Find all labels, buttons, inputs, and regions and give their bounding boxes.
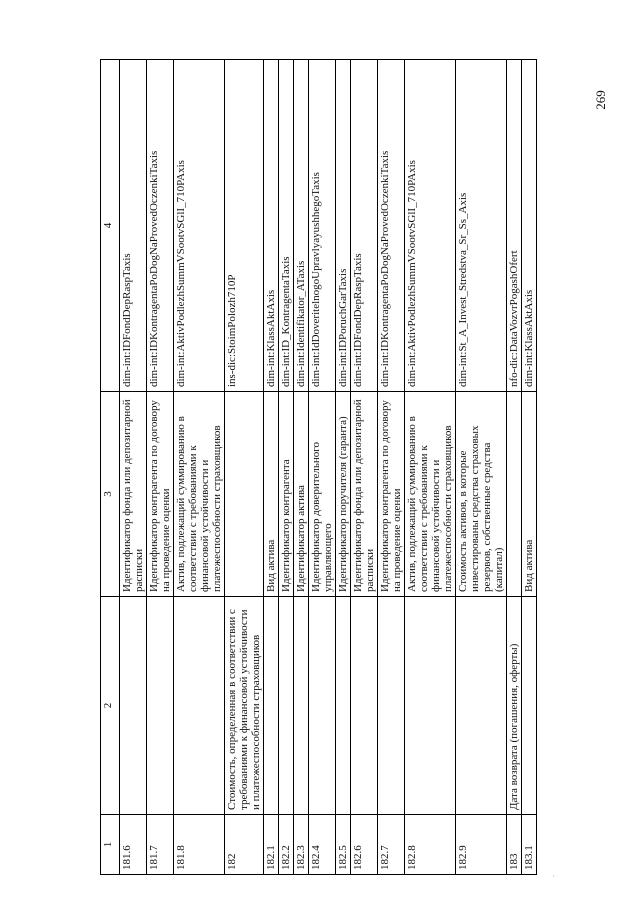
table-cell-col2 bbox=[309, 597, 336, 815]
table-cell-col3: Идентификатор доверительного управляющего bbox=[309, 392, 336, 597]
table-cell-col4: nfo-dic:DataVozvrPogashOfert bbox=[507, 60, 522, 392]
table-body bbox=[120, 60, 537, 875]
table-cell-col1: 182.9 bbox=[456, 815, 507, 875]
table-cell-col1: 182.1 bbox=[264, 815, 279, 875]
table-cell-col1: 183.1 bbox=[522, 815, 537, 875]
page-number-text: 269 bbox=[593, 90, 608, 110]
table-row bbox=[147, 60, 174, 875]
column-header-3: 3 bbox=[101, 392, 120, 597]
table-cell-col3: Идентификатор актива bbox=[294, 392, 309, 597]
table-cell-col4: dim-int:IDFondDepRaspTaxis bbox=[120, 60, 147, 392]
table-cell-col3: Идентификатор фонда или депозитарной расписки bbox=[120, 392, 147, 597]
table-cell-col3: Актив, подлежащий суммированию в соответствии с требованиями к финансовой устойчивости и платежеспособности страховщиков bbox=[174, 392, 225, 597]
table-row bbox=[351, 60, 378, 875]
table-cell-col2 bbox=[405, 597, 456, 815]
rotated-table-frame bbox=[100, 60, 575, 875]
table-cell-col3 bbox=[507, 392, 522, 597]
table-header-row bbox=[101, 60, 120, 875]
table-cell-col1: 182.4 bbox=[309, 815, 336, 875]
table-cell-col4: dim-int:St_A_Invest_Stredstva_Sr_Ss_Axis bbox=[456, 60, 507, 392]
table-cell-col2 bbox=[294, 597, 309, 815]
table-cell-col3: Идентификатор контрагента bbox=[279, 392, 294, 597]
column-header-4: 4 bbox=[101, 60, 120, 392]
table-cell-col2 bbox=[351, 597, 378, 815]
column-header-2: 2 bbox=[101, 597, 120, 815]
table-cell-col3: Идентификатор контрагента по договору на проведение оценки bbox=[147, 392, 174, 597]
table-cell-col4: dim-int:KlassAktAxis bbox=[522, 60, 537, 392]
table-row bbox=[378, 60, 405, 875]
table-cell-col4: dim-int:IDKontragentaPoDogNaProvedOczenkiTaxis bbox=[147, 60, 174, 392]
table-cell-col2: Стоимость, определенная в соответствии с требованиями к финансовой устойчивости и платежеспособности страховщиков bbox=[225, 597, 264, 815]
table-cell-col1: 183 bbox=[507, 815, 522, 875]
table-row bbox=[279, 60, 294, 875]
table-cell-col1: 182.8 bbox=[405, 815, 456, 875]
table-cell-col2 bbox=[522, 597, 537, 815]
page-number bbox=[589, 80, 613, 120]
table-row bbox=[309, 60, 336, 875]
table-cell-col3: Вид актива bbox=[522, 392, 537, 597]
table-row bbox=[294, 60, 309, 875]
table-row bbox=[336, 60, 351, 875]
table-cell-col2 bbox=[147, 597, 174, 815]
table-container bbox=[100, 60, 575, 875]
table-row bbox=[522, 60, 537, 875]
table-cell-col2 bbox=[456, 597, 507, 815]
table-cell-col4: ins-dic:StoimPolozh710P bbox=[225, 60, 264, 392]
table-cell-col1: 182.2 bbox=[279, 815, 294, 875]
table-cell-col4: dim-int:IdDoveritelnogoUpravlyayushhegoTaxis bbox=[309, 60, 336, 392]
table-row bbox=[405, 60, 456, 875]
table-cell-col2 bbox=[336, 597, 351, 815]
margin-mark: · bbox=[552, 872, 555, 881]
table-cell-col3: Вид актива bbox=[264, 392, 279, 597]
table-cell-col1: 181.7 bbox=[147, 815, 174, 875]
table-cell-col4: dim-int:IDPoruchGarTaxis bbox=[336, 60, 351, 392]
data-table bbox=[100, 59, 537, 875]
table-cell-col3: Идентификатор фонда или депозитарной расписки bbox=[351, 392, 378, 597]
table-cell-col2 bbox=[120, 597, 147, 815]
table-cell-col2 bbox=[174, 597, 225, 815]
table-cell-col4: dim-int:ID_KontragentaTaxis bbox=[279, 60, 294, 392]
table-cell-col3: Стоимость активов, в которые инвестированы средства страховых резервов, собственные средства (капитал) bbox=[456, 392, 507, 597]
table-cell-col4: dim-int:IDFondDepRaspTaxis bbox=[351, 60, 378, 392]
table-cell-col3: Идентификатор поручителя (гаранта) bbox=[336, 392, 351, 597]
table-cell-col3: Актив, подлежащий суммированию в соответствии с требованиями к финансовой устойчивости и платежеспособности страховщиков bbox=[405, 392, 456, 597]
table-cell-col4: dim-int:KlassAktAxis bbox=[264, 60, 279, 392]
table-row bbox=[120, 60, 147, 875]
table-row bbox=[174, 60, 225, 875]
table-row bbox=[456, 60, 507, 875]
table-cell-col1: 182.3 bbox=[294, 815, 309, 875]
table-row bbox=[264, 60, 279, 875]
table-cell-col1: 182 bbox=[225, 815, 264, 875]
column-header-1: 1 bbox=[101, 815, 120, 875]
table-cell-col2 bbox=[264, 597, 279, 815]
table-cell-col4: dim-int:Identifikator_ATaxis bbox=[294, 60, 309, 392]
table-cell-col4: dim-int:AktivPodlezhSummVSootvSGlI_710PAxis bbox=[405, 60, 456, 392]
table-cell-col3: Идентификатор контрагента по договору на проведение оценки bbox=[378, 392, 405, 597]
table-cell-col2 bbox=[279, 597, 294, 815]
table-row bbox=[507, 60, 522, 875]
table-cell-col4: dim-int:IDKontragentaPoDogNaProvedOczenkiTaxis bbox=[378, 60, 405, 392]
table-row bbox=[225, 60, 264, 875]
table-cell-col1: 182.6 bbox=[351, 815, 378, 875]
table-cell-col2: Дата возврата (погашения, оферты) bbox=[507, 597, 522, 815]
table-cell-col1: 182.5 bbox=[336, 815, 351, 875]
table-cell-col1: 182.7 bbox=[378, 815, 405, 875]
table-cell-col4: dim-int:AktivPodlezhSummVSootvSGlI_710PAxis bbox=[174, 60, 225, 392]
table-cell-col1: 181.8 bbox=[174, 815, 225, 875]
table-cell-col3 bbox=[225, 392, 264, 597]
table-cell-col2 bbox=[378, 597, 405, 815]
table-cell-col1: 181.6 bbox=[120, 815, 147, 875]
